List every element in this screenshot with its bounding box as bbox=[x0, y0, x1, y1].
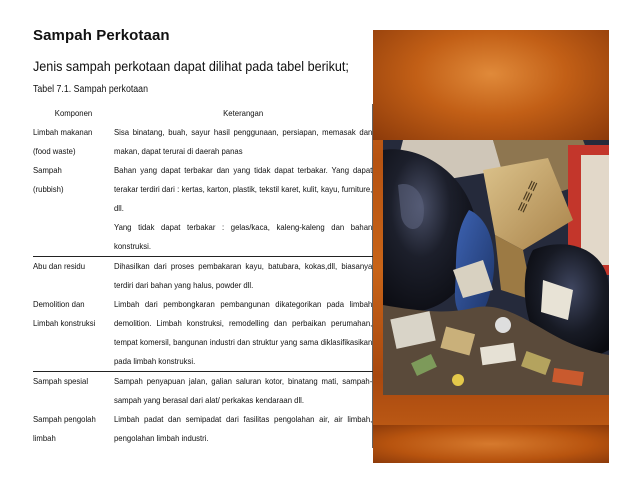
row-keterangan bbox=[114, 161, 372, 256]
garbage-pile-illustration bbox=[383, 140, 609, 395]
table-row bbox=[33, 410, 373, 448]
yellow-scrap bbox=[452, 374, 464, 386]
keterangan-paragraph: Limbah padat dan semipadat dari fasilitas pengolahan air, air limbah, pengolahan limbah industri. bbox=[114, 414, 373, 443]
garbage-pile-photo bbox=[383, 140, 609, 395]
header-komponen: Komponen bbox=[54, 108, 93, 118]
header-keterangan: Keterangan bbox=[223, 108, 264, 118]
table-row bbox=[33, 256, 373, 295]
waste-table-body bbox=[33, 104, 373, 448]
keterangan-paragraph: Yang tidak dapat terbakar : gelas/kaca, kaleng-kaleng dan bahan konstruksi. bbox=[114, 222, 373, 251]
keterangan-paragraph: Sampah penyapuan jalan, galian saluran kotor, binatang mati, sampah-sampah yang berasal dari alat/ perkakas kendaraan dll. bbox=[114, 376, 373, 405]
plastic-cup bbox=[495, 317, 511, 333]
row-keterangan bbox=[114, 257, 372, 295]
komponen-line: limbah bbox=[33, 433, 56, 443]
komponen-line: Sampah bbox=[33, 165, 62, 175]
komponen-line: Sampah spesial bbox=[33, 376, 89, 386]
row-komponen bbox=[33, 410, 114, 448]
table-row bbox=[33, 161, 373, 256]
komponen-line: Sampah pengolah bbox=[33, 414, 96, 424]
row-komponen bbox=[33, 123, 114, 161]
table-caption: Tabel 7.1. Sampah perkotaan bbox=[33, 84, 148, 95]
komponen-line: Limbah konstruksi bbox=[33, 318, 96, 328]
komponen-line: (food waste) bbox=[33, 146, 76, 156]
keterangan-paragraph: Sisa binatang, buah, sayur hasil penggunaan, persiapan, memasak dan makan, dapat terurai di daerah panas bbox=[114, 127, 373, 156]
white-panel bbox=[581, 155, 609, 265]
komponen-line: Limbah makanan bbox=[33, 127, 93, 137]
row-keterangan bbox=[114, 295, 372, 371]
table-header-row bbox=[33, 104, 373, 123]
row-komponen bbox=[33, 372, 114, 410]
keterangan-paragraph: Bahan yang dapat terbakar dan yang tidak dapat terbakar. Yang dapat terakar terdiri dari : kertas, karton, plastik, tekstil karet, kulit, kayu, furniture, dll. bbox=[114, 165, 373, 213]
row-komponen bbox=[33, 295, 114, 371]
row-komponen bbox=[33, 257, 114, 295]
slide-title: Sampah Perkotaan bbox=[33, 27, 170, 44]
komponen-line: Demolition dan bbox=[33, 299, 85, 309]
keterangan-paragraph: Limbah dari pembongkaran pembangunan dikategorikan pada limbah demolition. Limbah konstruksi, remodelling dan perbaikan perumahan, tempat komersil, bangunan industri dan struktur yang sama diklasifikasikan pada limbah konstruksi. bbox=[114, 299, 373, 366]
table-row bbox=[33, 123, 373, 161]
slide-subtitle: Jenis sampah perkotaan dapat dilihat pada tabel berikut; bbox=[33, 58, 349, 74]
row-komponen bbox=[33, 161, 114, 256]
keterangan-paragraph: Dihasilkan dari proses pembakaran kayu, batubara, kokas,dll, biasanya terdiri dari bahan yang halus, powder dll. bbox=[114, 261, 373, 290]
komponen-line: Abu dan residu bbox=[33, 261, 86, 271]
waste-table bbox=[33, 104, 373, 448]
table-row bbox=[33, 371, 373, 410]
panel-glow-bottom bbox=[373, 425, 609, 463]
table-row bbox=[33, 295, 373, 371]
komponen-line: (rubbish) bbox=[33, 184, 64, 194]
row-keterangan bbox=[114, 372, 372, 410]
row-keterangan bbox=[114, 410, 372, 448]
panel-glow-top bbox=[373, 30, 609, 140]
row-keterangan bbox=[114, 123, 372, 161]
box-print: ≡≡≡ bbox=[513, 177, 543, 217]
